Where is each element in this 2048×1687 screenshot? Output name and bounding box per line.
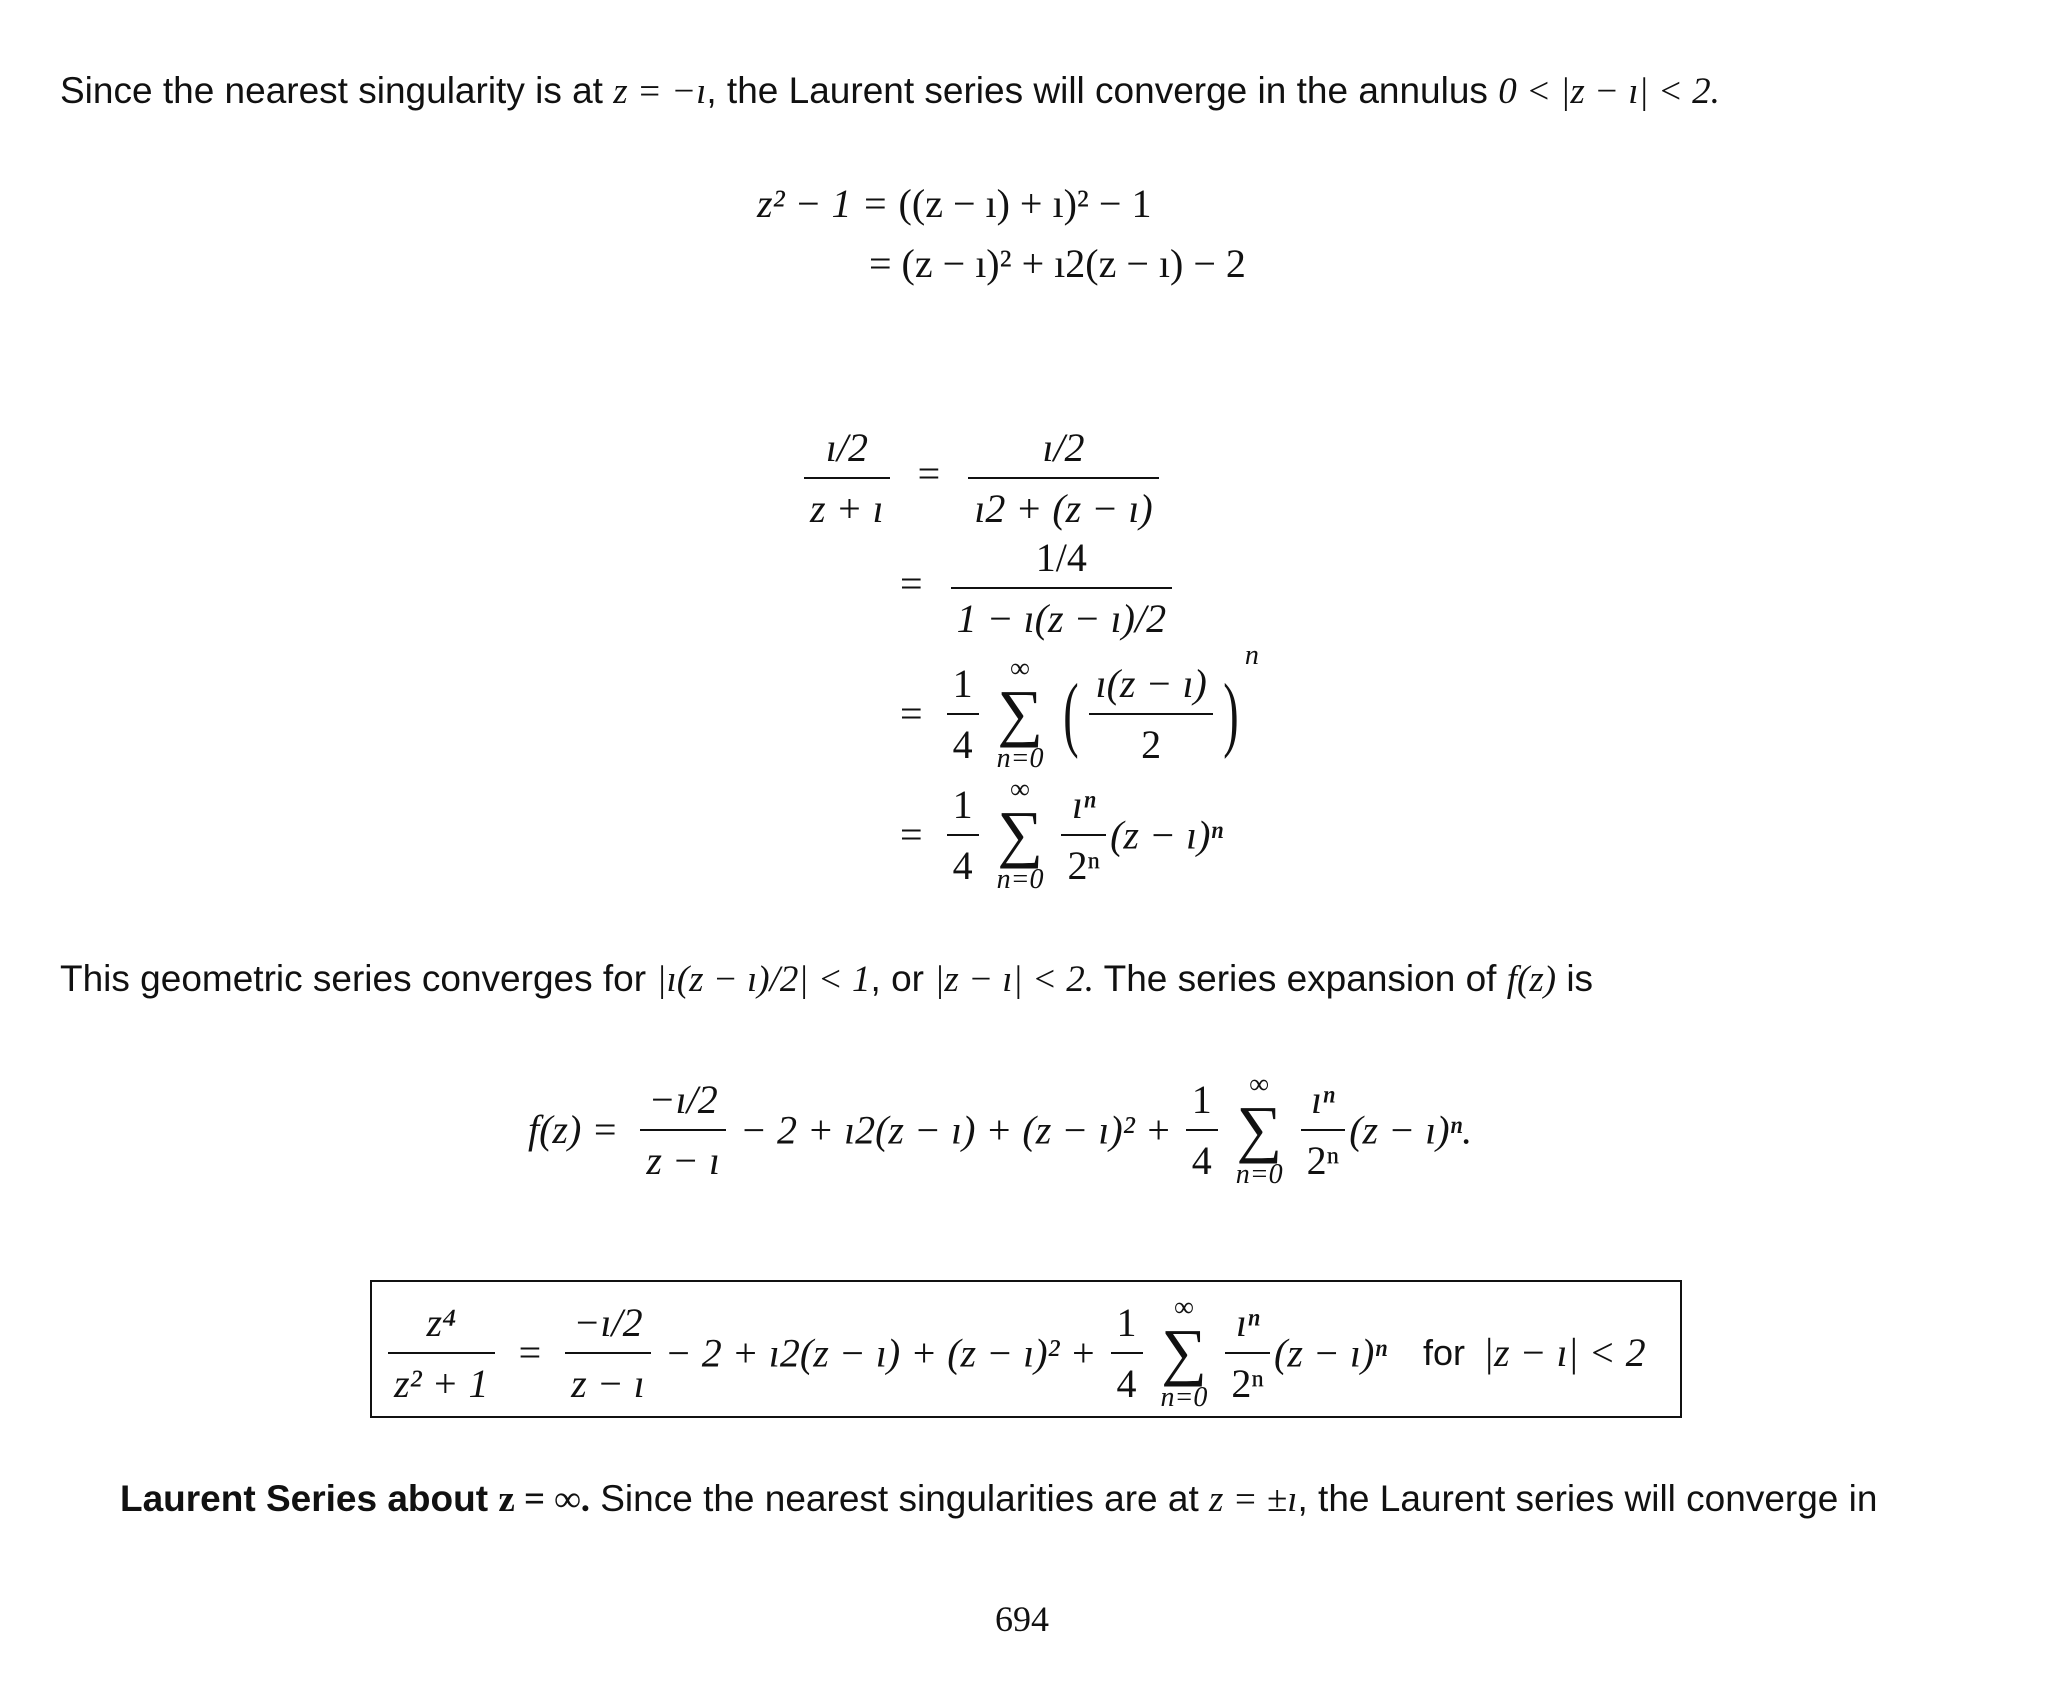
- eq2-r3-sum-sigma: ∑: [997, 677, 1043, 749]
- boxed-f: [565, 1299, 651, 1407]
- eq2-r1-frac: [968, 424, 1158, 532]
- eq2-r3-lparen: (: [1063, 667, 1080, 761]
- p1-text-b: , the Laurent series will converge in the annulus: [706, 70, 1499, 111]
- eq2-r3-coef-num: 1: [952, 660, 973, 706]
- page-number: 694: [995, 1599, 1049, 1639]
- eq2-r4-term-den: 2ⁿ: [1061, 834, 1106, 889]
- eq3-term-den: 2ⁿ: [1301, 1129, 1346, 1184]
- eq2-r4-sum-top: ∞: [1010, 774, 1030, 805]
- eq2-r4-tail: (z − ı)ⁿ: [1110, 812, 1223, 858]
- eq2-r4-term-num: ıⁿ: [1071, 781, 1096, 827]
- eq2-r4-coef-num: 1: [952, 781, 973, 827]
- boxed-term-den: 2ⁿ: [1225, 1352, 1270, 1407]
- eq2-r4-sum: [997, 775, 1044, 895]
- eq1-line2-rhs: = (z − ı)² + ı2(z − ı) − 2: [869, 241, 1246, 286]
- boxed-lhs-num: z⁴: [426, 1299, 457, 1345]
- boxed-lhs: [388, 1299, 495, 1407]
- p2-text-c: The series expansion of: [1093, 958, 1507, 999]
- eq2-lhs-num: ı/2: [825, 425, 868, 470]
- eq3-tail: (z − ı)ⁿ.: [1349, 1107, 1473, 1153]
- p1-text-a: Since the nearest singularity is at: [60, 70, 614, 111]
- p2-math-c: f(z): [1506, 959, 1557, 1000]
- eq2-row1: [800, 424, 1163, 532]
- eq2-r3-sum-top: ∞: [1010, 652, 1030, 684]
- p1-math-a: z = −ı: [613, 71, 707, 112]
- eq2-eq1: =: [917, 451, 941, 497]
- p2-text-d: is: [1556, 958, 1594, 999]
- eq3-f-den: z − ı: [640, 1129, 726, 1184]
- eq3-middle: − 2 + ı2(z − ı) + (z − ı)² +: [739, 1107, 1172, 1153]
- boxed-sum: [1161, 1293, 1208, 1413]
- eq3-term: [1301, 1076, 1346, 1184]
- p3-text-a: Since the nearest singularities are at: [589, 1478, 1210, 1519]
- eq2-r3-coef-den: 4: [947, 713, 979, 768]
- boxed-coef-num: 1: [1116, 1299, 1137, 1345]
- eq2-row3: [900, 640, 1259, 773]
- paragraph-1: [60, 72, 1720, 110]
- boxed-condition: |z − ı| < 2: [1482, 1330, 1646, 1376]
- p2-math-a: |ı(z − ı)/2| < 1: [656, 959, 871, 1000]
- eq2-r1-den: ı2 + (z − ı): [968, 477, 1158, 532]
- eq2-r4-coef-den: 4: [947, 834, 979, 889]
- eq1-line1: [757, 181, 1152, 226]
- p3-math-a: z = ±ı: [1209, 1479, 1298, 1520]
- paragraph-3: [120, 1480, 1877, 1518]
- eq2-r3-inner: [1089, 660, 1212, 768]
- eq2-r4-sum-bottom: n=0: [996, 864, 1044, 896]
- boxed-middle: − 2 + ı2(z − ı) + (z − ı)² +: [664, 1330, 1097, 1376]
- boxed-sum-top: ∞: [1173, 1292, 1194, 1323]
- eq2-eq2: =: [900, 561, 923, 607]
- eq1-line2: [869, 241, 1246, 286]
- eq3-coef: [1186, 1076, 1218, 1184]
- eq2-r3-inner-den: 2: [1089, 713, 1212, 768]
- eq3-sum-bottom: n=0: [1235, 1159, 1283, 1191]
- eq2-lhs-den: z + ı: [804, 477, 890, 532]
- boxed-coef: [1111, 1299, 1143, 1407]
- p3-text-b: , the Laurent series will converge in: [1297, 1478, 1878, 1519]
- eq2-r2-frac: [951, 534, 1173, 642]
- eq2-r3-inner-num: ı(z − ı): [1095, 660, 1207, 706]
- eq1-line1-rhs: ((z − ı) + ı)² − 1: [898, 181, 1152, 226]
- eq3: [528, 1070, 1472, 1190]
- eq2-r4-coef: [947, 781, 979, 889]
- eq1-lhs: z² − 1 =: [757, 181, 889, 226]
- boxed-coef-den: 4: [1111, 1352, 1143, 1407]
- boxed-equation: [384, 1293, 1646, 1413]
- boxed-eq: =: [518, 1330, 542, 1376]
- eq3-sum-sigma: ∑: [1236, 1093, 1282, 1165]
- p3-heading-math: z = ∞.: [498, 1479, 590, 1520]
- eq2-row2: [900, 534, 1176, 642]
- eq3-f-frac: [640, 1076, 726, 1184]
- boxed-sum-sigma: ∑: [1161, 1316, 1207, 1388]
- eq3-coef-num: 1: [1191, 1076, 1212, 1122]
- boxed-term-num: ıⁿ: [1235, 1299, 1260, 1345]
- eq2-r3-sum: [997, 654, 1044, 774]
- eq3-term-num: ıⁿ: [1311, 1076, 1335, 1122]
- p2-math-b: |z − ı| < 2.: [934, 959, 1094, 1000]
- eq2-r3-coef: [947, 660, 979, 768]
- eq2-lhs-frac: [804, 424, 890, 532]
- eq2-r2-num: 1/4: [1035, 535, 1087, 580]
- boxed-term: [1225, 1299, 1270, 1407]
- boxed-sum-bottom: n=0: [1160, 1382, 1208, 1414]
- eq2-eq3: =: [900, 691, 923, 737]
- eq2-r4-sum-sigma: ∑: [997, 798, 1043, 870]
- eq2-r3-sum-bottom: n=0: [996, 743, 1044, 774]
- boxed-for-text: for: [1422, 1331, 1465, 1373]
- eq2-row4: [900, 775, 1223, 895]
- eq2-eq4: =: [900, 812, 923, 858]
- p2-text-b: , or: [870, 958, 935, 999]
- paragraph-2: [60, 960, 1593, 998]
- eq2-r1-num: ı/2: [1042, 425, 1085, 470]
- eq2-r3-exp: n: [1244, 640, 1259, 671]
- eq3-f-num: −ı/2: [648, 1076, 718, 1122]
- p3-heading-text: Laurent Series about: [120, 1478, 499, 1519]
- p1-math-b: 0 < |z − ı| < 2.: [1498, 71, 1720, 112]
- boxed-lhs-den: z² + 1: [388, 1352, 495, 1407]
- boxed-tail: (z − ı)ⁿ: [1274, 1330, 1387, 1376]
- eq3-coef-den: 4: [1186, 1129, 1218, 1184]
- eq3-lhs: f(z) =: [528, 1107, 619, 1153]
- p2-text-a: This geometric series converges for: [60, 958, 657, 999]
- eq2-r2-den: 1 − ı(z − ı)/2: [951, 587, 1173, 642]
- boxed-f-num: −ı/2: [573, 1299, 643, 1345]
- eq3-sum: [1236, 1070, 1283, 1190]
- eq2-r4-term: [1061, 781, 1106, 889]
- eq3-sum-top: ∞: [1249, 1069, 1270, 1100]
- eq2-r3-rparen: ): [1223, 667, 1239, 761]
- boxed-f-den: z − ı: [565, 1352, 651, 1407]
